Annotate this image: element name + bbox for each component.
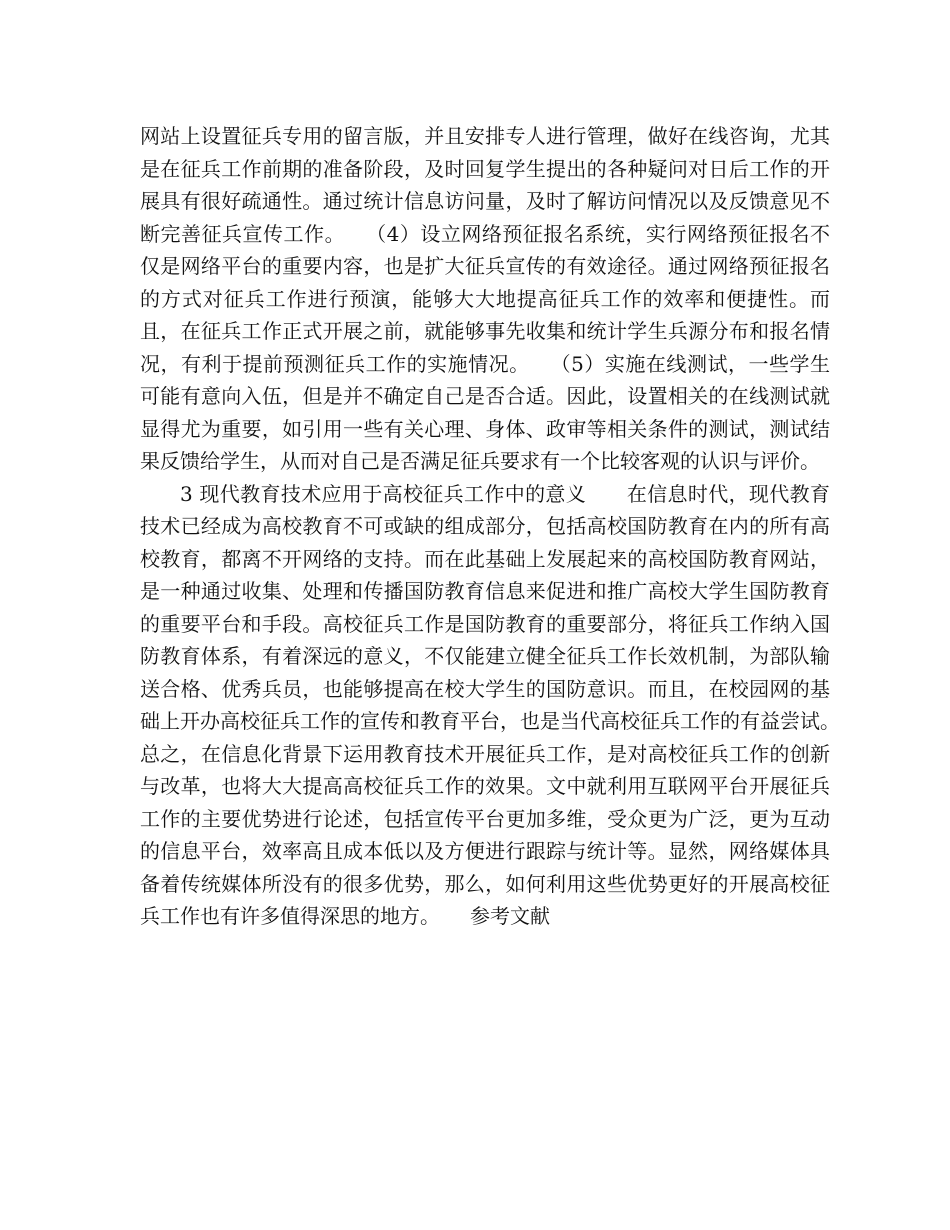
paragraph-significance-section: 3 现代教育技术应用于高校征兵工作中的意义 在信息时代，现代教育技术已经成为高校教育不可或缺的组成部分，包括高校国防教育在内的所有高校教育，都离不开网络的支持。而在此基础上发展起来的高校国防教育网站，是一种通过收集、处理和传播国防教育信息来促进和推广高校大学生国防教育的重要平台和手段。高校征兵工作是国防教育的重要部分，将征兵工作纳入国防教育体系，有着深远的意义，不仅能建立健全征兵工作长效机制，为部队输送合格、优秀兵员，也能够提高在校大学生的国防意识。而且，在校园网的基础上开办高校征兵工作的宣传和教育平台，也是当代高校征兵工作的有益尝试。 总之，在信息化背景下运用教育技术开展征兵工作，是对高校征兵工作的创新与改革，也将大大提高高校征兵工作的效果。文中就利用互联网平台开展征兵工作的主要优势进行论述，包括宣传平台更加多维，受众更为广泛，更为互动的信息平台，效率高且成本低以及方便进行跟踪与统计等。显然，网络媒体具备着传统媒体所没有的很多优势，那么，如何利用这些优势更好的开展高校征兵工作也有许多值得深思的地方。 参考文献 <box>140 481 870 928</box>
paragraph-online-recruitment-measures: 网站上设置征兵专用的留言版，并且安排专人进行管理，做好在线咨询，尤其是在征兵工作前期的准备阶段，及时回复学生提出的各种疑问对日后工作的开展具有很好疏通性。通过统计信息访问量，及时了解访问情况以及反馈意见不断完善征兵宣传工作。 （4）设立网络预征报名系统，实行网络预征报名不仅是网络平台的重要内容，也是扩大征兵宣传的有效途径。通过网络预征报名的方式对征兵工作进行预演，能够大大地提高征兵工作的效率和便捷性。而且，在征兵工作正式开展之前，就能够事先收集和统计学生兵源分布和报名情况，有利于提前预测征兵工作的实施情况。 （5）实施在线测试，一些学生可能有意向入伍，但是并不确定自己是否合适。因此，设置相关的在线测试就显得尤为重要，如引用一些有关心理、身体、政审等相关条件的测试，测试结果反馈给学生，从而对自己是否满足征兵要求有一个比较客观的认识与评价。 <box>140 124 830 473</box>
document-body <box>140 120 870 933</box>
